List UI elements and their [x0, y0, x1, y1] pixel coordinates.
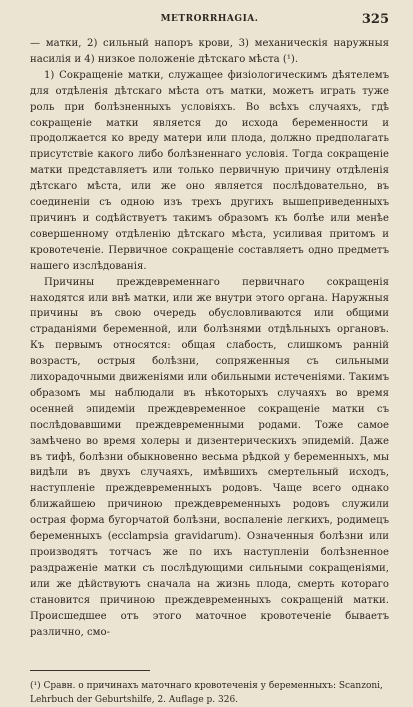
footnote: (¹) Сравн. о причинахъ маточнаго кровотеченія у беременныхъ: Scanzoni, Lehrbuch der Geburtshilfe, 2. Auflage p. 326. [30, 681, 383, 706]
paragraph-contraction: 1) Сокращеніе матки, служащее физіологическимъ дѣятелемъ для отдѣленія дѣтскаго мѣста отъ матки, можетъ играть туже роль при болѣзненныхъ условіяхъ. Во всѣхъ случаяхъ, гдѣ сокращеніе матки является до исхода беременности и продолжается ко вреду матери или плода, должно предполагать присутствіе какого либо болѣзненнаго условія. Тогда сокращеніе матки представляетъ или только первичную причину отдѣленія дѣтскаго мѣста, или же оно является послѣдовательно, въ соединеніи съ одною изъ трехъ другихъ вышеприведенныхъ причинъ и содѣйствуетъ такимъ образомъ къ болѣе или менѣе совершенному отдѣленію дѣтскаго мѣста, усиливая притомъ и кровотеченіе. Первичное сокращеніе составляетъ одно предметъ нашего изслѣдованія. [30, 69, 389, 272]
running-head [30, 14, 389, 36]
running-title: METRORRHAGIA. [160, 14, 259, 24]
page-number: 325 [361, 12, 389, 27]
paragraph-continuation: — матки, 2) сильный напоръ крови, 3) механическія наружныя насилія и 4) низкое положеніе дѣтскаго мѣста (¹). [30, 38, 389, 65]
body-text [30, 36, 389, 640]
paragraph-causes: Причины преждевременнаго первичнаго сокращенія находятся или внѣ матки, или же внутри этого органа. Наружныя причины въ свою очередь обусловливаются или общими страданіями беременной, или болѣзнями отдѣльныхъ органовъ. Къ первымъ относятся: общая слабость, слишкомъ ранній возрастъ, острыя болѣзни, сопряженныя съ сильными лихорадочными движеніями или обильными истеченіями. Такимъ образомъ мы наблюдали въ нѣкоторыхъ случаяхъ во время осенней эпидеміи преждевременное сокращеніе матки съ послѣдовавшими преждевременными родами. Тоже самое замѣчено во время холеры и дизентерическихъ эпидемій. Даже въ тифѣ, болѣзни обыкновенно весьма рѣдкой у беременныхъ, мы видѣли въ двухъ случаяхъ, имѣвшихъ смертельный исходъ, наступленіе преждевременныхъ родовъ. Чаще всего однако ближайшею причиною преждевременныхъ родовъ служили острая форма бугорчатой болѣзни, воспаленіе легкихъ, родимецъ беременныхъ (ecclampsia gravidarum). Означенныя болѣзни или производятъ тотчасъ же по ихъ наступленіи болѣзненное раздраженіе матки съ послѣдующими сильными сокращеніями, или же дѣйствуютъ сначала на жизнь плода, смерть котораго становится причиною преждевременныхъ сокращеній матки. Происшедшее отъ этого маточное кровотеченіе бываетъ различно, смо- [30, 276, 389, 638]
footnote-divider [30, 670, 150, 671]
